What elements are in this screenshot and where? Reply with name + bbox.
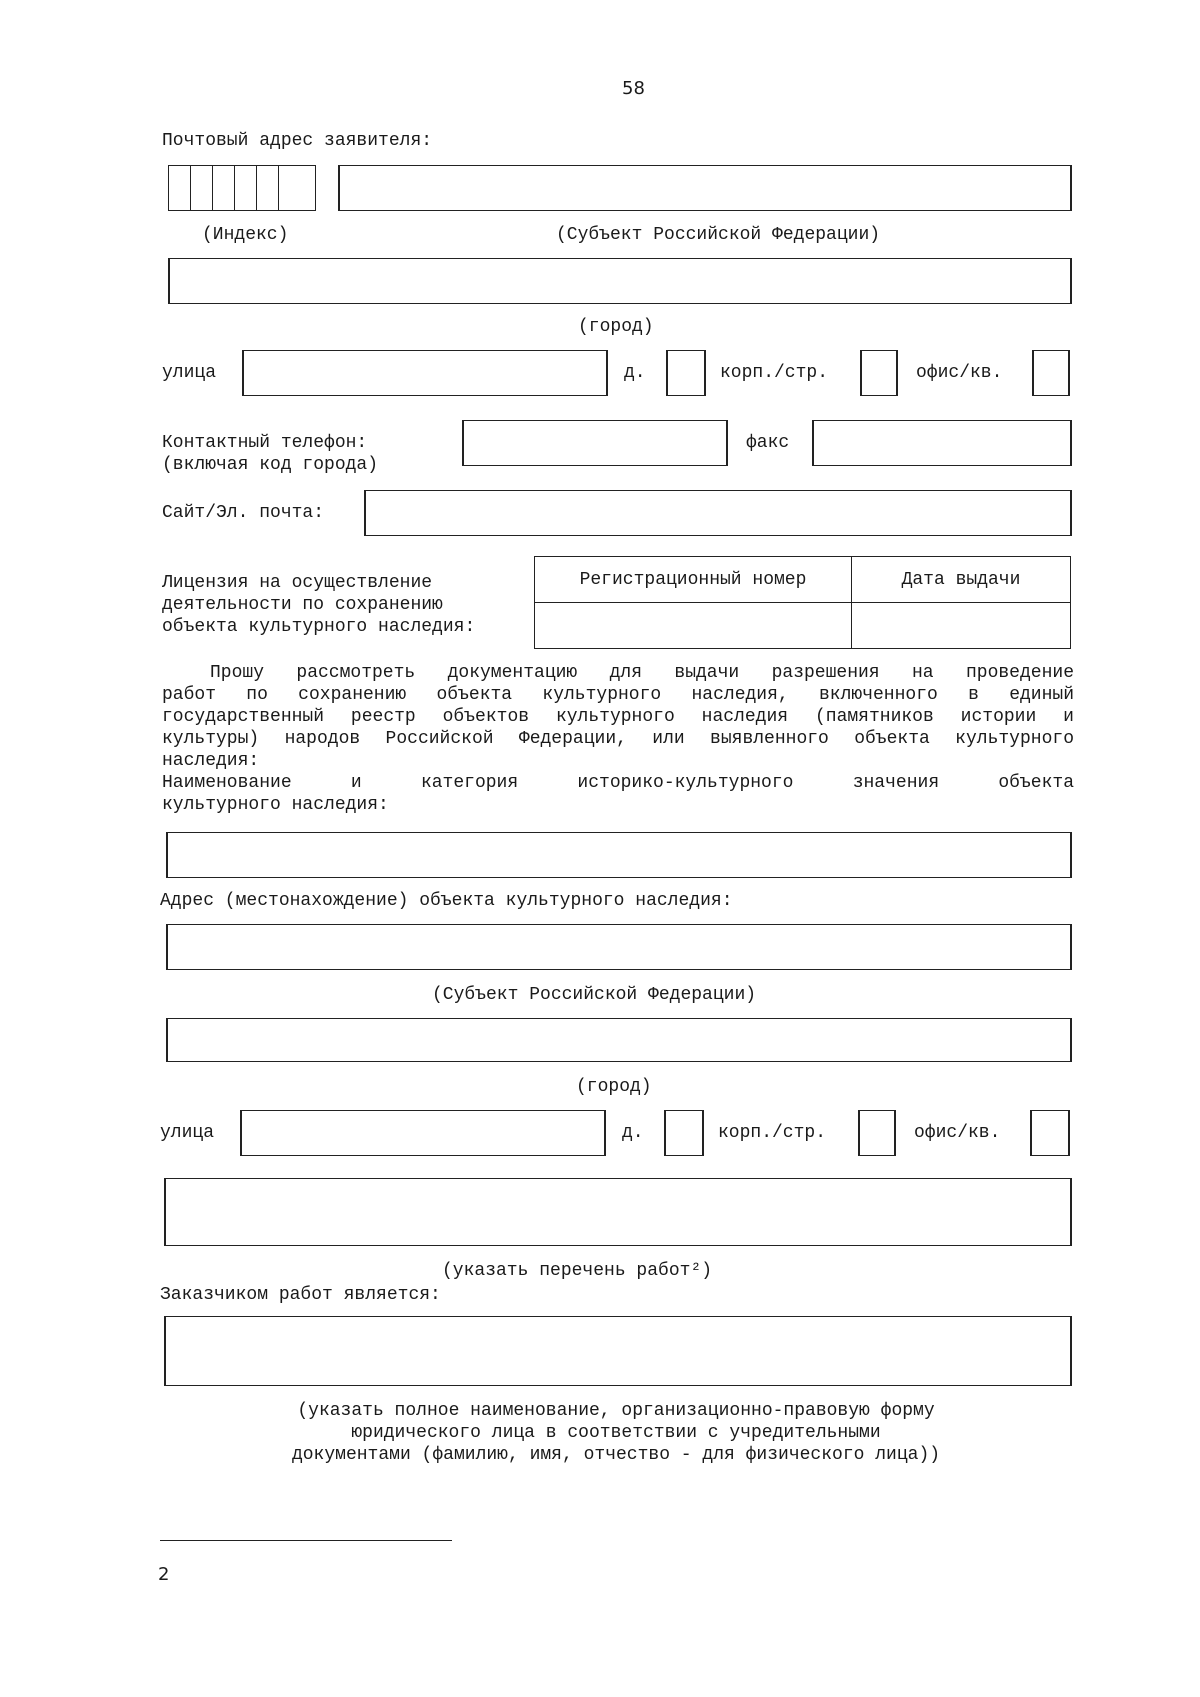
object-house-label: д. — [622, 1123, 644, 1143]
index-cell[interactable] — [168, 165, 190, 211]
customer-caption-line-1: (указать полное наименование, организационно-правовую форму — [297, 1401, 935, 1421]
license-header-issue-date: Дата выдачи — [852, 557, 1071, 603]
object-name-input[interactable] — [166, 832, 1072, 878]
fax-label: факс — [746, 433, 790, 453]
index-caption: (Индекс) — [202, 225, 289, 245]
license-label-line1: Лицензия на осуществление — [162, 573, 433, 593]
index-cell[interactable] — [256, 165, 278, 211]
object-house-input[interactable] — [664, 1110, 704, 1156]
office-label: офис/кв. — [916, 363, 1003, 383]
house-input[interactable] — [666, 350, 706, 396]
index-cell[interactable] — [212, 165, 234, 211]
street-input[interactable] — [242, 350, 608, 396]
object-office-label: офис/кв. — [914, 1123, 1001, 1143]
request-line-3: государственный реестр объектов культурного наследия (памятников истории и — [162, 707, 1074, 727]
index-cell[interactable] — [234, 165, 256, 211]
page-number: 58 — [622, 78, 645, 99]
object-city-caption: (город) — [576, 1077, 652, 1097]
subject-input[interactable] — [338, 165, 1072, 211]
index-cell[interactable] — [278, 165, 316, 211]
object-street-input[interactable] — [240, 1110, 606, 1156]
object-building-label: корп./стр. — [718, 1123, 827, 1143]
footnote-divider — [160, 1540, 452, 1541]
name-category-line-1: Наименование и категория историко-культурного значения объекта — [162, 773, 1074, 793]
object-address-label: Адрес (местонахождение) объекта культурного наследия: — [160, 891, 733, 911]
request-line-5: наследия: — [162, 751, 260, 771]
request-line-4: культуры) народов Российской Федерации, или выявленного объекта культурного — [162, 729, 1074, 749]
license-label-line2: деятельности по сохранению — [162, 595, 443, 615]
name-category-line-2: культурного наследия: — [162, 795, 389, 815]
object-office-input[interactable] — [1030, 1110, 1070, 1156]
customer-caption-line-2: юридического лица в соответствии с учредительными — [351, 1423, 881, 1443]
license-header-reg-number: Регистрационный номер — [535, 557, 852, 603]
request-line-2: работ по сохранению объекта культурного наследия, включенного в единый — [162, 685, 1074, 705]
phone-label-note: (включая код города) — [162, 455, 379, 475]
works-caption: (указать перечень работ²) — [442, 1261, 713, 1281]
site-email-label: Сайт/Эл. почта: — [162, 503, 325, 523]
office-input[interactable] — [1032, 350, 1070, 396]
subject-caption: (Субъект Российской Федерации) — [556, 225, 881, 245]
city-caption: (город) — [578, 317, 654, 337]
request-line-1: Прошу рассмотреть документацию для выдачи разрешения на проведение — [210, 663, 1074, 683]
customer-caption-line-3: документами (фамилию, имя, отчество - для физического лица)) — [291, 1445, 941, 1465]
object-building-input[interactable] — [858, 1110, 896, 1156]
works-list-input[interactable] — [164, 1178, 1072, 1246]
license-reg-number-input[interactable] — [535, 603, 852, 649]
object-subject-caption: (Субъект Российской Федерации) — [432, 985, 757, 1005]
fax-input[interactable] — [812, 420, 1072, 466]
index-cell[interactable] — [190, 165, 212, 211]
license-table — [534, 556, 1071, 649]
object-city-input[interactable] — [166, 1018, 1072, 1062]
phone-input[interactable] — [462, 420, 728, 466]
request-paragraph — [162, 662, 1074, 816]
object-subject-input[interactable] — [166, 924, 1072, 970]
object-street-label: улица — [160, 1123, 215, 1143]
street-label: улица — [162, 363, 217, 383]
license-label-line3: объекта культурного наследия: — [162, 617, 476, 637]
phone-label: Контактный телефон: — [162, 433, 368, 453]
building-input[interactable] — [860, 350, 898, 396]
building-label: корп./стр. — [720, 363, 829, 383]
footnote-number: 2 — [158, 1564, 170, 1585]
postal-address-label: Почтовый адрес заявителя: — [162, 131, 433, 151]
city-input[interactable] — [168, 258, 1072, 304]
license-issue-date-input[interactable] — [852, 603, 1071, 649]
house-label: д. — [624, 363, 646, 383]
customer-label: Заказчиком работ является: — [160, 1285, 441, 1305]
site-email-input[interactable] — [364, 490, 1072, 536]
customer-input[interactable] — [164, 1316, 1072, 1386]
